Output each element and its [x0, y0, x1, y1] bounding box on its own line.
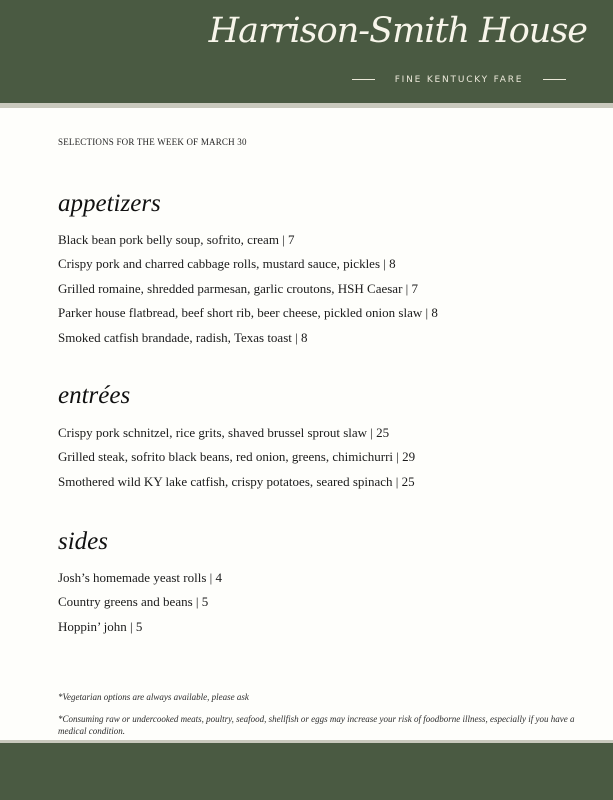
foodborne-illness-note: *Consuming raw or undercooked meats, poultry, seafood, shellfish or eggs may increase your risk of foodborne illness, especially if you have a medical condition.	[58, 714, 575, 736]
menu-item: Smoked catfish brandade, radish, Texas toast | 8	[58, 330, 308, 345]
tagline: FINE KENTUCKY FARE	[394, 75, 524, 85]
tagline-rule-left	[352, 79, 375, 80]
menu-item: Crispy pork and charred cabbage rolls, mustard sauce, pickles | 8	[58, 256, 396, 271]
brand-logo-text: Harrison-Smith House	[208, 11, 587, 51]
section-title-sides: sides	[58, 528, 108, 555]
section-title-appetizers: appetizers	[58, 190, 161, 217]
tagline-rule-right	[543, 79, 566, 80]
menu-item: Crispy pork schnitzel, rice grits, shaved brussel sprout slaw | 25	[58, 425, 390, 440]
menu-item: Smothered wild KY lake catfish, crispy potatoes, seared spinach | 25	[58, 474, 415, 489]
footer-band	[0, 743, 613, 800]
menu-item: Parker house flatbread, beef short rib, beer cheese, pickled onion slaw | 8	[58, 305, 438, 320]
tagline-row	[352, 73, 566, 87]
menu-item: Hoppin’ john | 5	[58, 619, 143, 634]
week-label: SELECTIONS FOR THE WEEK OF MARCH 30	[58, 137, 247, 147]
menu-item: Josh’s homemade yeast rolls | 4	[58, 570, 222, 585]
menu-item: Black bean pork belly soup, sofrito, cream | 7	[58, 232, 295, 247]
section-title-entrees: entrées	[58, 382, 131, 409]
menu-item: Country greens and beans | 5	[58, 594, 209, 609]
vegetarian-note: *Vegetarian options are always available, please ask	[58, 692, 249, 702]
menu-item: Grilled romaine, shredded parmesan, garlic croutons, HSH Caesar | 7	[58, 281, 418, 296]
menu-item: Grilled steak, sofrito black beans, red onion, greens, chimichurri | 29	[58, 449, 416, 464]
